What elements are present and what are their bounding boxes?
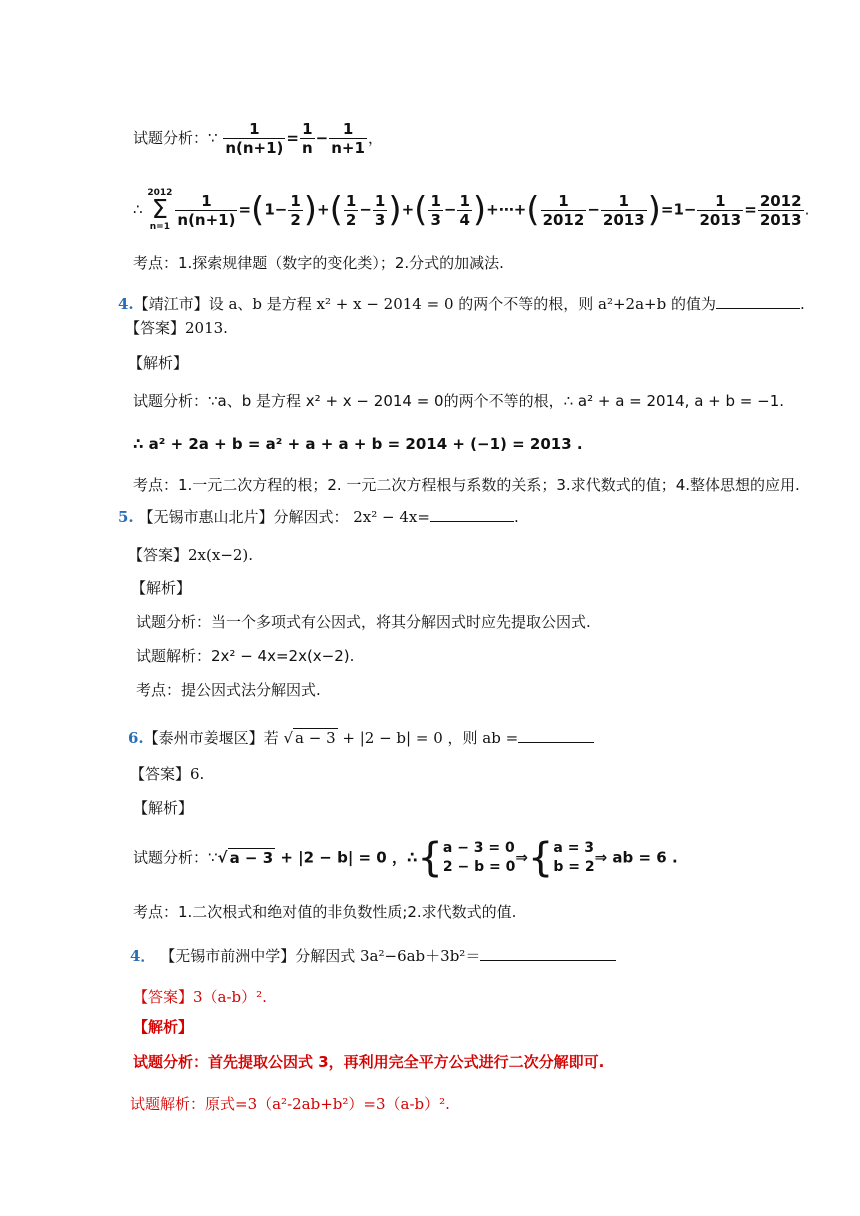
ellipsis: +⋯+: [486, 200, 527, 219]
equation-system-2: a = 3 b = 2: [553, 840, 595, 875]
question-source: 【无锡市前洲中学】: [160, 947, 296, 965]
summation-symbol: 2012 Σ n=1: [147, 188, 173, 232]
analysis-line-1: 试题分析：∵a、b 是方程 x² + x − 2014 = 0的两个不等的根，∴ a² + a = 2014, a + b = −1.: [133, 392, 785, 410]
minus-sign: −: [315, 129, 329, 147]
analysis-title: 【解析】: [133, 1018, 194, 1036]
question-text: 分解因式 3a²−6ab＋3b²＝: [295, 947, 481, 965]
question-text: 分解因式： 2x² − 4x=: [273, 508, 430, 526]
answer-line: 【答案】3（a-b）².: [133, 988, 267, 1006]
kaodian-line: 考点：1.探索规律题（数字的变化类）；2.分式的加减法.: [133, 254, 504, 272]
therefore-symbol: ∴: [133, 200, 143, 219]
question-source: 【无锡市惠山北片】: [138, 508, 274, 526]
question-source: 【泰州市姜堰区】: [143, 729, 264, 747]
fraction-1-over-n-plus-1: $\frac{1}{n+1}$: [331, 120, 365, 157]
kaodian-line: 考点：1.二次根式和绝对值的非负数性质;2.求代数式的值.: [133, 903, 517, 921]
answer-blank: [430, 507, 514, 522]
equation-system-1: a − 3 = 0 2 − b = 0: [442, 840, 516, 875]
kaodian-line: 考点：提公因式法分解因式.: [136, 681, 321, 699]
question-source: 【靖江市】: [133, 295, 209, 313]
analysis-line-2: ∴ a² + 2a + b = a² + a + a + b = 2014 + (−1) = 2013 .: [133, 435, 583, 453]
analysis-line-2: 试题解析：2x² − 4x=2x(x−2).: [136, 647, 355, 665]
analysis-line-1: 试题分析：∵√ a − 3 + |2 − b| = 0 ，∴{ a − 3 = 0 2 − b = 0 ⇒{ a = 3 b = 2 ⇒ ab = 6 .: [133, 835, 678, 881]
fraction-1-over-n-n-plus-1: $\frac{1}{n(n+1)}$: [225, 120, 284, 157]
question-text: 设 a、b 是方程 x² + x − 2014 = 0 的两个不等的根，则 a²+2a+b 的值为: [208, 295, 716, 313]
answer-line: 【答案】2x(x−2).: [128, 546, 254, 564]
result-fraction: $\frac{2012}{2013}$: [759, 191, 802, 229]
question-number: 5.: [118, 508, 134, 526]
equals-sign: =: [286, 129, 299, 147]
kaodian-line: 考点：1.一元二次方程的根；2. 一元二次方程根与系数的关系；3.求代数式的值；4.整体思想的应用.: [133, 476, 800, 494]
question-5-stem: 5. 【无锡市惠山北片】分解因式： 2x² − 4x= .: [118, 508, 519, 526]
series-sum-line: ∴ 2012 Σ n=1 $\frac{1}{n(n+1)}$ =(1− $\frac{1}{2}$ )+( $\frac{1}{2}$ − $\frac{1}{3}$ )+( $\frac{1}{3}$ − $\frac{1}{4}$ )+⋯+( $\frac{1}{2012}$ − $\frac{1}{2013}$ )=1− $\frac{1}{2013}$ = $\frac{2012}{2013}$ .: [133, 188, 810, 232]
fraction-1-over-n: $\frac{1}{n}$: [301, 120, 313, 157]
question-number: 6.: [128, 729, 144, 747]
analysis-line-2: 试题解析：原式=3（a²-2ab+b²）=3（a-b）².: [130, 1095, 450, 1113]
analysis-line-1: 试题分析：当一个多项式有公因式，将其分解因式时应先提取公因式.: [136, 613, 591, 631]
sqrt-expression: a − 3: [295, 729, 336, 747]
analysis-line-1: 试题分析：首先提取公因式 3，再利用完全平方公式进行二次分解即可.: [133, 1053, 605, 1071]
question-number: 4.: [118, 295, 134, 313]
answer-line: 【答案】2013.: [125, 319, 228, 337]
sum-term-fraction: $\frac{1}{n(n+1)}$: [177, 191, 236, 229]
answer-blank: [480, 946, 616, 961]
question-4b-stem: [130, 946, 616, 966]
answer-line: 【答案】6.: [130, 765, 205, 783]
analysis-prefix: 试题分析：∵: [133, 129, 218, 147]
question-6-stem: 6.【泰州市姜堰区】若 √ a − 3 + |2 − b| = 0 ，则 ab =: [128, 728, 594, 748]
answer-blank: [518, 728, 594, 743]
series-analysis-line1: 试题分析：∵ $\frac{1}{n(n+1)}$ = $\frac{1}{n}$ − $\frac{1}{n+1}$ ，: [133, 120, 383, 157]
question-number: 4．: [130, 947, 156, 965]
analysis-title: 【解析】: [133, 799, 194, 817]
analysis-title: 【解析】: [128, 354, 189, 372]
answer-blank: [716, 294, 800, 309]
question-4-stem: 4.【靖江市】设 a、b 是方程 x² + x − 2014 = 0 的两个不等的根，则 a²+2a+b 的值为 .: [118, 295, 805, 313]
analysis-title: 【解析】: [131, 579, 192, 597]
